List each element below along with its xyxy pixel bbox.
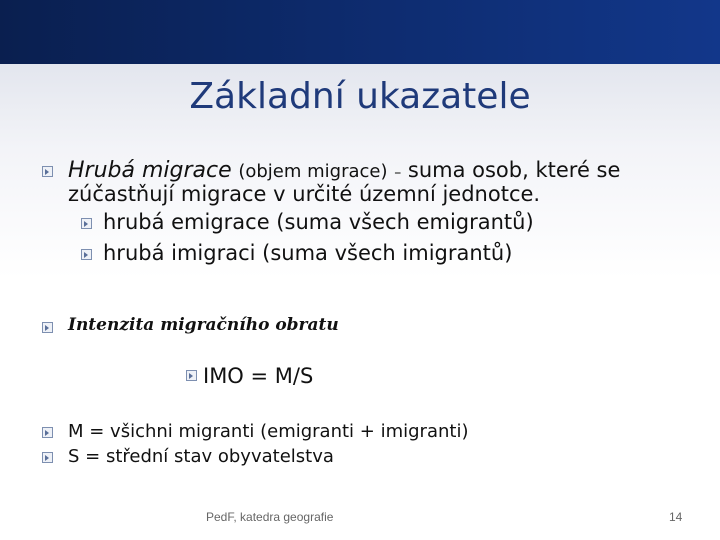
bullet-hruba-migrace: [68, 158, 620, 183]
sub-bullet-emigrace: hrubá emigrace (suma všech emigrantů): [103, 210, 534, 234]
bullet-icon: [42, 166, 53, 177]
term-paren: (objem migrace): [238, 161, 388, 182]
footer-text: PedF, katedra geografie: [206, 510, 334, 524]
page-number: 14: [669, 510, 683, 524]
header-bar: [0, 0, 720, 64]
bullet-icon: [42, 322, 53, 333]
bullet-icon: [81, 249, 92, 260]
bullet-icon: [42, 452, 53, 463]
slide-background: [0, 64, 720, 540]
term-hruba-migrace: Hrubá migrace: [68, 158, 232, 183]
definition-m: M = všichni migranti (emigranti + imigranti): [68, 421, 469, 442]
sub-bullet-imigrace: hrubá imigraci (suma všech imigrantů): [103, 241, 513, 265]
slide-title: Základní ukazatele: [189, 76, 531, 117]
formula-imo: IMO = M/S: [203, 364, 314, 388]
bullet-icon: [186, 370, 197, 381]
definition-text: suma osob, které se: [407, 158, 621, 182]
definition-line-2: zúčastňují migrace v určité územní jednotce.: [68, 182, 541, 206]
bullet-icon: [42, 427, 53, 438]
dash: –: [394, 165, 402, 181]
bullet-icon: [81, 218, 92, 229]
definition-s: S = střední stav obyvatelstva: [68, 446, 334, 467]
term-intenzita-migracniho-obratu: Intenzita migračního obratu: [68, 315, 339, 335]
